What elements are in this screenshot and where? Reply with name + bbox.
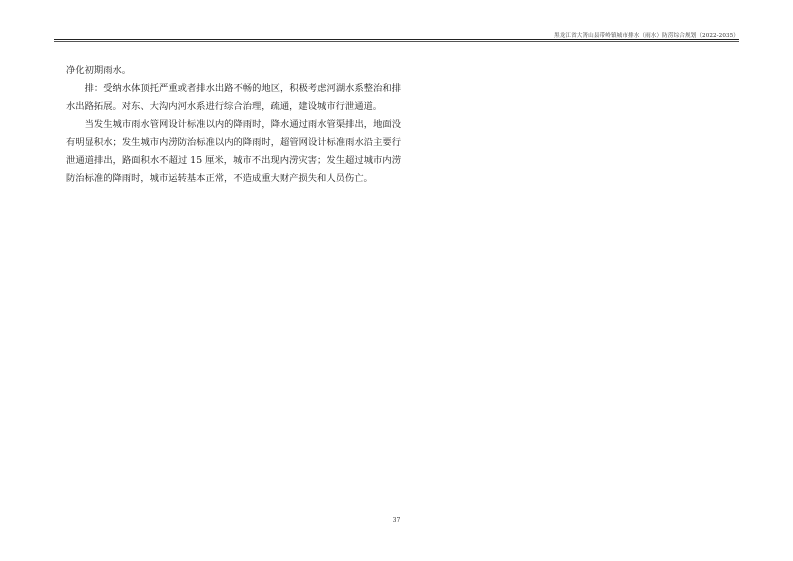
running-header-title: 黑龙江省大箐山县带岭镇城市排水（雨水）防涝综合规划（2022-2035） xyxy=(554,33,739,39)
paragraph-2: 排：受纳水体顶托严重或者排水出路不畅的地区，积极考虑河湖水系整治和排水出路拓展。对东、大沟内河水系进行综合治理，疏通，建设城市行泄通道。 xyxy=(66,83,401,112)
page-number: 37 xyxy=(392,517,401,524)
header-rule xyxy=(54,39,739,40)
header-rule-thin xyxy=(54,41,739,42)
paragraph-1: 净化初期雨水。 xyxy=(66,65,132,76)
body-text xyxy=(66,62,401,188)
paragraph-3: 当发生城市雨水管网设计标准以内的降雨时，降水通过雨水管渠排出，地面没有明显积水；发生城市内涝防治标准以内的降雨时，超管网设计标准雨水沿主要行泄通道排出，路面积水不超过 15 厘米，城市不出现内涝灾害；发生超过城市内涝防治标准的降雨时，城市运转基本正常，不造成重大财产损失和人员伤亡。 xyxy=(66,119,401,184)
